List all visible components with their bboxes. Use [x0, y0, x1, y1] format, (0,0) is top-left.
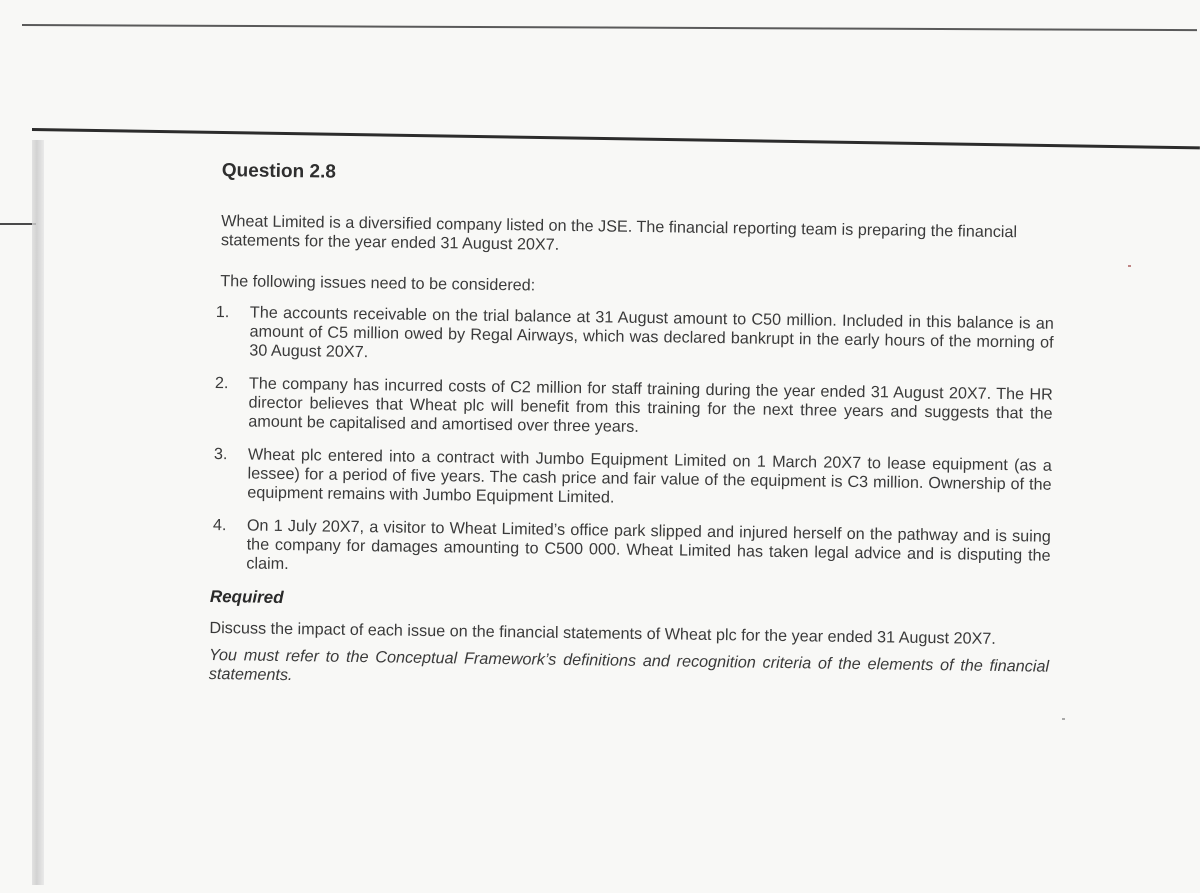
page-edge-shadow	[32, 140, 44, 885]
intro-paragraph: Wheat Limited is a diversified company listed on the JSE. The financial reporting team is preparing the financial statements for the year ended 31 August 20X7.	[220, 212, 1018, 254]
issue-item	[215, 303, 1054, 372]
question-title: Question 2.8	[221, 160, 337, 183]
issue-item	[214, 374, 1053, 443]
required-note: You must refer to the Conceptual Framework’s definitions and recognition criteria of the elements of the financial statements.	[208, 645, 1050, 685]
issue-item	[212, 516, 1051, 585]
scan-speck	[1128, 265, 1131, 267]
issue-number: 4.	[212, 515, 227, 535]
question-content	[209, 160, 1056, 696]
issue-item	[213, 445, 1052, 514]
issue-text: Wheat plc entered into a contract with Jumbo Equipment Limited on 1 March 20X7 to lease equipment (as a lessee) for a period of five years. The cash price and fair value of the equipment is C3 million. Ownership of the equipment remains with Jumbo Equipment Limited.	[247, 445, 1052, 507]
scan-speck	[1062, 718, 1065, 720]
issue-number: 3.	[213, 445, 228, 464]
issue-text: The accounts receivable on the trial balance at 31 August amount to C50 million. Included in this balance is an amount of C5 million owed by Regal Airways, which was declared bankrupt in the early hours of the morning of 30 August 20X7.	[249, 303, 1054, 362]
issue-text: On 1 July 20X7, a visitor to Wheat Limited’s office park slipped and injured herself on the pathway and is suing the company for damages amounting to C500 000. Wheat Limited has taken legal advice and is disputing the claim.	[246, 516, 1051, 574]
required-heading: Required	[209, 586, 284, 607]
required-text: Discuss the impact of each issue on the financial statements of Wheat plc for the year ended 31 August 20X7.	[209, 618, 996, 648]
issue-number: 2.	[214, 374, 229, 393]
issue-number: 1.	[215, 303, 230, 322]
top-rule	[22, 24, 1197, 31]
issues-lead: The following issues need to be considered:	[220, 272, 536, 295]
margin-mark	[0, 223, 36, 225]
header-rule	[32, 128, 1200, 149]
issue-text: The company has incurred costs of C2 million for staff training during the year ended 31 August 20X7. The HR director believes that Wheat plc will benefit from this training for the next three years and suggests that the amount be capitalised and amortised over three years.	[248, 374, 1053, 436]
